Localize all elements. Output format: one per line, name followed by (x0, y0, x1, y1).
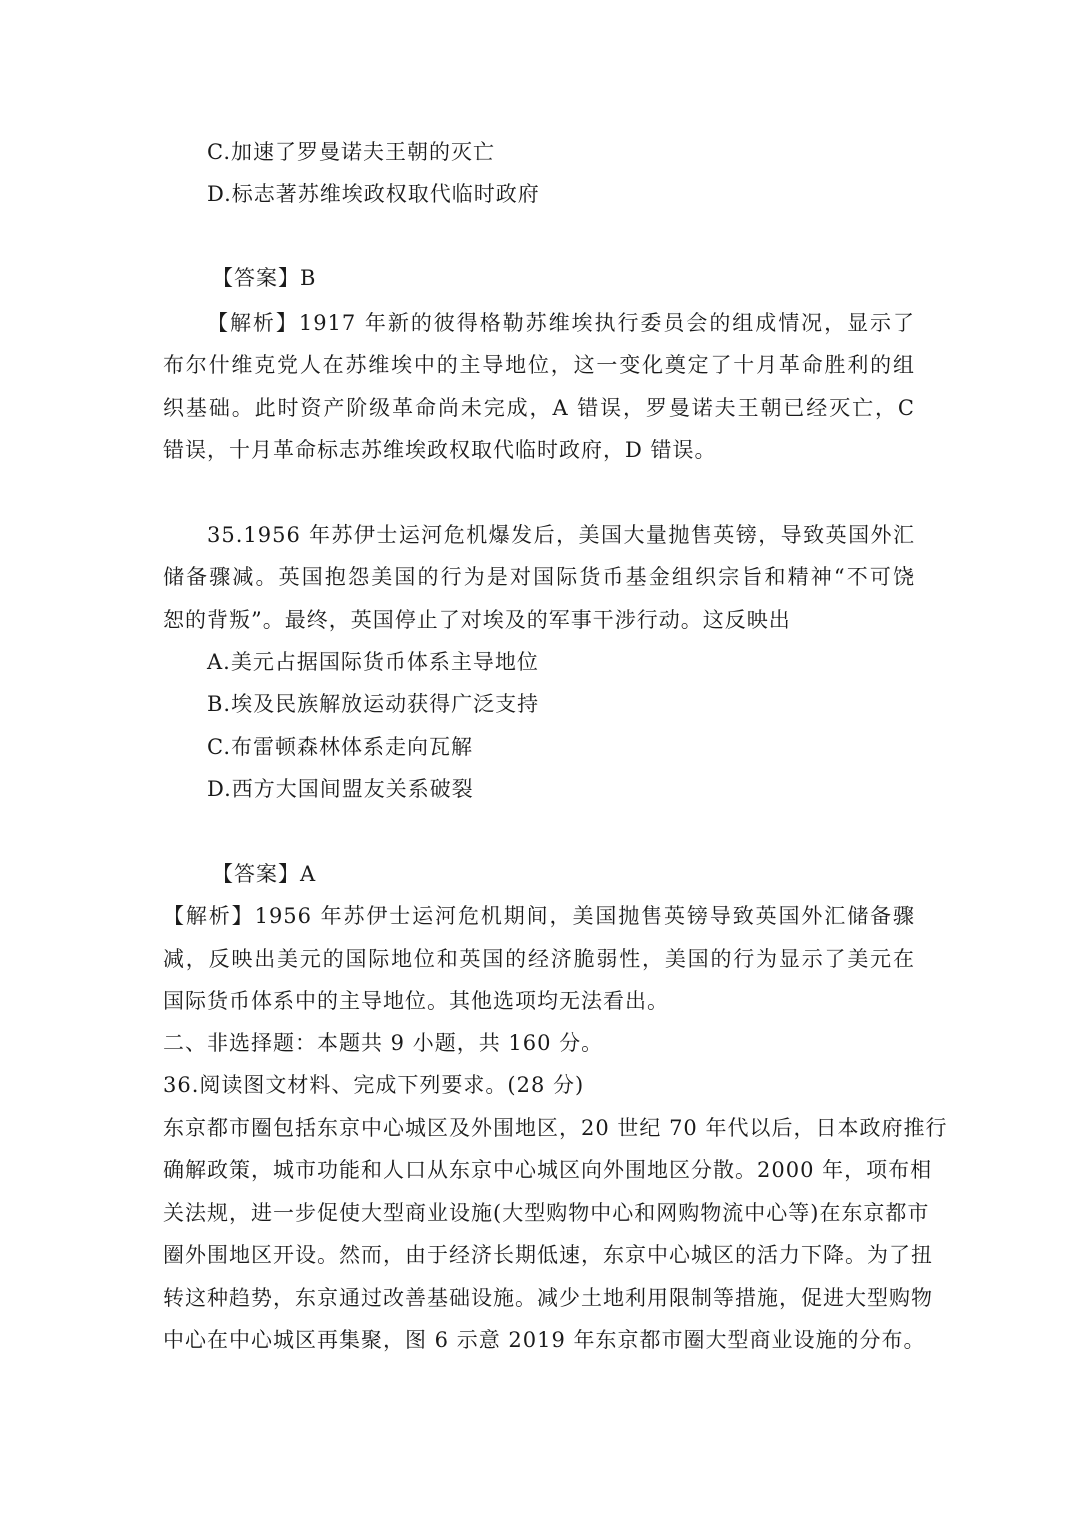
q35-option-c: C.布雷顿森林体系走向瓦解 (207, 735, 473, 759)
q36-text-line: 圈外围地区开设。然而，由于经济长期低速，东京中心城区的活力下降。为了扭 (163, 1243, 933, 1267)
q36-text-line: 东京都市圈包括东京中心城区及外围地区，20 世纪 70 年代以后，日本政府推行 (163, 1116, 948, 1140)
q36-text-line: 中心在中心城区再集聚，图 6 示意 2019 年东京都市圈大型商业设施的分布。 (163, 1328, 926, 1352)
q36-text-line: 关法规，进一步促使大型商业设施(大型购物中心和网购物流中心等)在东京都市 (163, 1201, 930, 1225)
q35-answer: 【答案】A (212, 862, 317, 886)
q36-text-line: 确解政策，城市功能和人口从东京中心城区向外围地区分散。2000 年，项布相 (163, 1158, 933, 1182)
q35-stem-line: 35.1956 年苏伊士运河危机爆发后，美国大量抛售英镑，导致英国外汇 (207, 523, 915, 547)
q34-analysis-line: 【解析】1917 年新的彼得格勒苏维埃执行委员会的组成情况，显示了 (207, 311, 915, 335)
q34-option-d: D.标志著苏维埃政权取代临时政府 (207, 182, 540, 206)
q35-option-b: B.埃及民族解放运动获得广泛支持 (207, 692, 540, 716)
q35-analysis-line: 减，反映出美元的国际地位和英国的经济脆弱性，美国的行为显示了美元在 (163, 947, 915, 971)
q35-analysis-line: 国际货币体系中的主导地位。其他选项均无法看出。 (163, 989, 669, 1013)
q35-stem-line: 储备骤减。英国抱怨美国的行为是对国际货币基金组织宗旨和精神“不可饶 (163, 565, 915, 589)
q35-option-d: D.西方大国间盟友关系破裂 (207, 777, 474, 801)
q35-stem-line: 恕的背叛”。最终，英国停止了对埃及的军事干涉行动。这反映出 (163, 608, 791, 632)
q35-analysis-line: 【解析】1956 年苏伊士运河危机期间，美国抛售英镑导致英国外汇储备骤 (163, 904, 915, 928)
q36-text-line: 转这种趋势，东京通过改善基础设施。减少土地利用限制等措施，促进大型购物 (163, 1286, 933, 1310)
q36-title: 36.阅读图文材料、完成下列要求。(28 分) (163, 1073, 585, 1097)
q35-option-a: A.美元占据国际货币体系主导地位 (207, 650, 539, 674)
q34-analysis-line: 错误，十月革命标志苏维埃政权取代临时政府，D 错误。 (163, 438, 717, 462)
section-heading: 二、非选择题：本题共 9 小题，共 160 分。 (163, 1031, 604, 1055)
q34-analysis-line: 布尔什维克党人在苏维埃中的主导地位，这一变化奠定了十月革命胜利的组 (163, 353, 915, 377)
q34-answer: 【答案】B (212, 266, 317, 290)
q34-option-c: C.加速了罗曼诺夫王朝的灭亡 (207, 140, 495, 164)
q34-analysis-line: 织基础。此时资产阶级革命尚未完成，A 错误，罗曼诺夫王朝已经灭亡，C (163, 396, 915, 420)
